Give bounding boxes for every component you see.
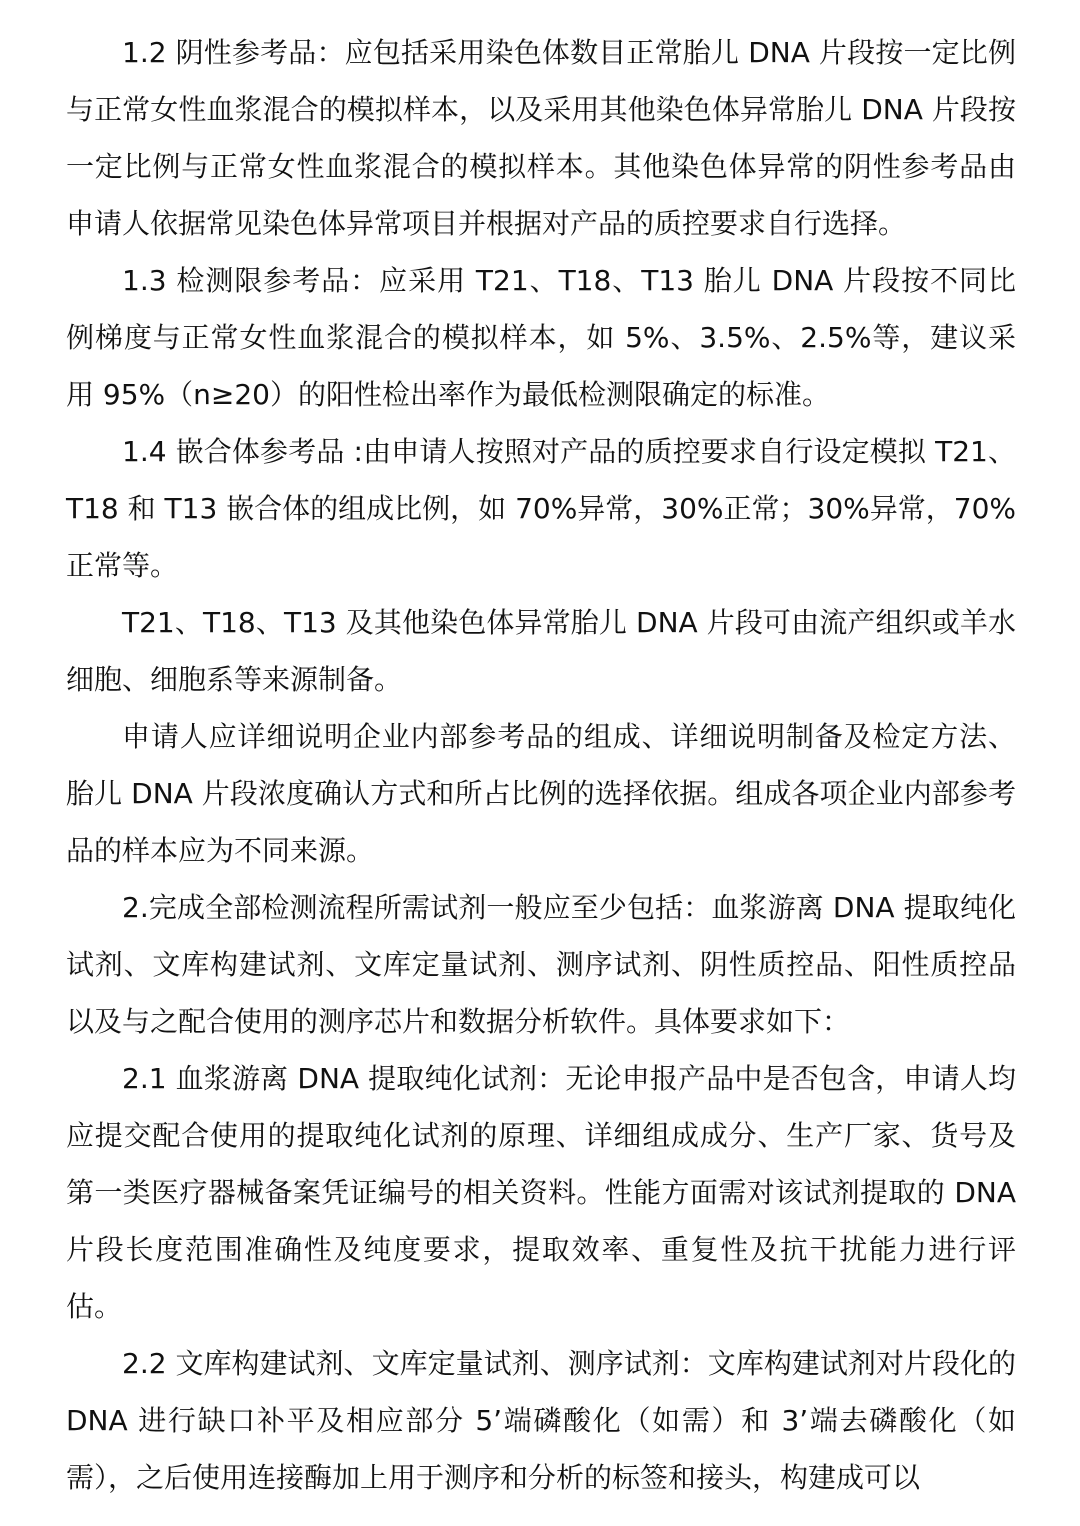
paragraph-reagents-overview: 2.完成全部检测流程所需试剂一般应至少包括：血浆游离 DNA 提取纯化试剂、文库构建试剂、文库定量试剂、测序试剂、阴性质控品、阳性质控品以及与之配合使用的测序芯片和数据分析软件。具体要求如下： — [66, 891, 1016, 1038]
paragraph-detection-limit-reference: 1.3 检测限参考品：应采用 T21、T18、T13 胎儿 DNA 片段按不同比例梯度与正常女性血浆混合的模拟样本，如 5%、3.5%、2.5%等，建议采用 95%（n≥20）的阳性检出率作为最低检测限确定的标准。 — [66, 264, 1016, 411]
paragraph-dna-source: T21、T18、T13 及其他染色体异常胎儿 DNA 片段可由流产组织或羊水细胞、细胞系等来源制备。 — [66, 606, 1016, 696]
paragraph-negative-reference: 1.2 阴性参考品：应包括采用染色体数目正常胎儿 DNA 片段按一定比例与正常女性血浆混合的模拟样本，以及采用其他染色体异常胎儿 DNA 片段按一定比例与正常女性血浆混合的模拟样本。其他染色体异常的阴性参考品由申请人依据常见染色体异常项目并根据对产品的质控要求自行选择。 — [66, 36, 1016, 240]
paragraph-library-reagents: 2.2 文库构建试剂、文库定量试剂、测序试剂：文库构建试剂对片段化的 DNA 进行缺口补平及相应部分 5’端磷酸化（如需）和 3’端去磷酸化（如需），之后使用连接酶加上用于测序和分析的标签和接头，构建成可以 — [66, 1347, 1016, 1494]
paragraph-applicant-requirements: 申请人应详细说明企业内部参考品的组成、详细说明制备及检定方法、胎儿 DNA 片段浓度确认方式和所占比例的选择依据。组成各项企业内部参考品的样本应为不同来源。 — [66, 720, 1016, 867]
paragraph-extraction-reagent: 2.1 血浆游离 DNA 提取纯化试剂：无论申报产品中是否包含，申请人均应提交配合使用的提取纯化试剂的原理、详细组成成分、生产厂家、货号及第一类医疗器械备案凭证编号的相关资料。性能方面需对该试剂提取的 DNA 片段长度范围准确性及纯度要求，提取效率、重复性及抗干扰能力进行评估。 — [66, 1062, 1016, 1323]
paragraph-mosaic-reference: 1.4 嵌合体参考品 :由申请人按照对产品的质控要求自行设定模拟 T21、T18 和 T13 嵌合体的组成比例，如 70%异常，30%正常；30%异常，70%正常等。 — [66, 435, 1017, 582]
